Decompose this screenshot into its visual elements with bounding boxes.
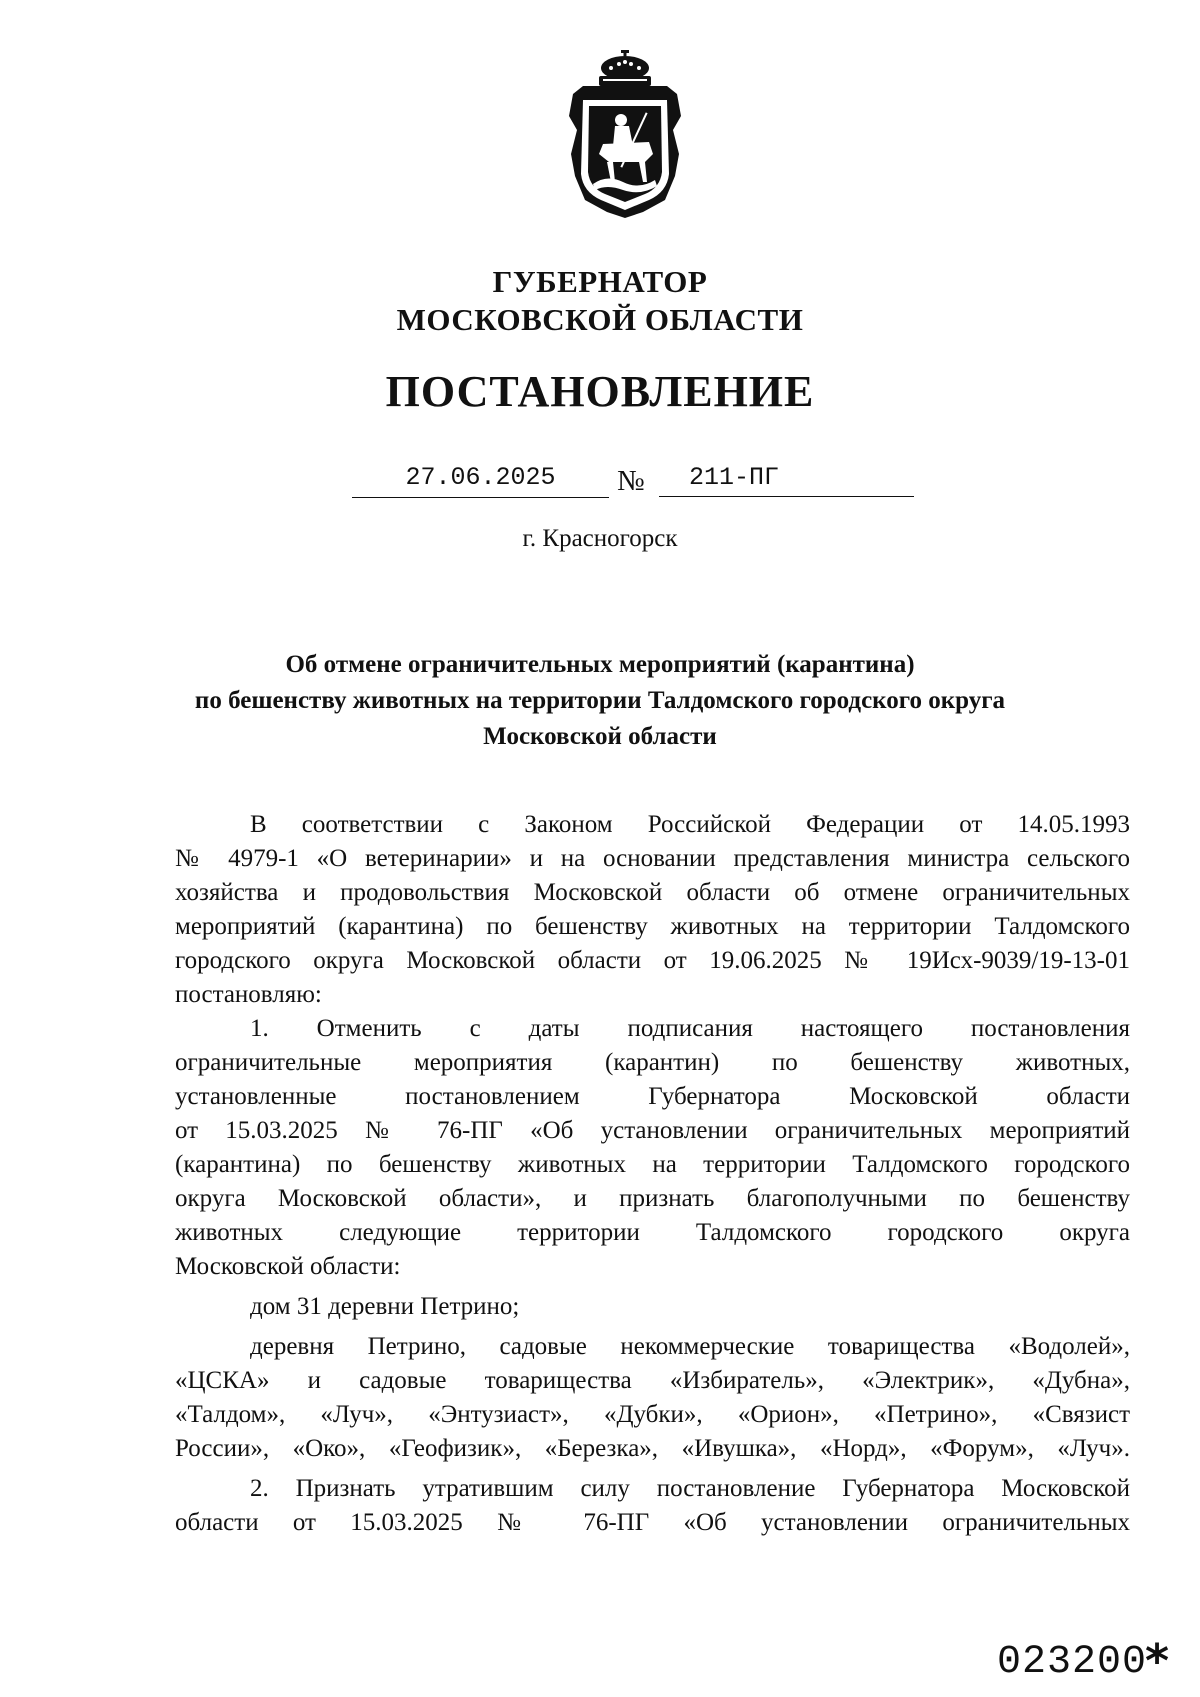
- document-type-heading: ПОСТАНОВЛЕНИЕ: [385, 367, 815, 416]
- body-line: хозяйства и продовольствия Московской области об отмене ограничительных: [175, 879, 1130, 906]
- body-line: установленные постановлением Губернатора Московской области: [175, 1083, 1130, 1110]
- document-date: 27.06.2025: [352, 463, 609, 498]
- body-line: Московской области:: [175, 1253, 401, 1280]
- territory-list-paragraph: [175, 1330, 1130, 1466]
- authority-name-line2: МОСКОВСКОЙ ОБЛАСТИ: [396, 302, 804, 337]
- document-title: [150, 647, 1050, 755]
- number-sign: №: [617, 465, 645, 497]
- body-line: 1. Отменить с даты подписания настоящего постановления: [250, 1015, 1130, 1042]
- coat-of-arms-emblem: [563, 50, 687, 218]
- body-line: от 15.03.2025 № 76-ПГ «Об установлении ограничительных мероприятий: [175, 1117, 1130, 1144]
- title-line: по бешенству животных на территории Талдомского городского округа: [194, 687, 1006, 714]
- body-line: ограничительные мероприятия (карантин) по бешенству животных,: [175, 1049, 1130, 1076]
- title-line: Московской области: [483, 723, 717, 750]
- document-number: 211-ПГ: [659, 463, 914, 497]
- body-line: области от 15.03.2025 № 76-ПГ «Об установлении ограничительных: [175, 1509, 1130, 1536]
- body-line: городского округа Московской области от 19.06.2025 № 19Исх-9039/19-13-01: [175, 947, 1130, 974]
- body-line: «Талдом», «Луч», «Энтузиаст», «Дубки», «Орион», «Петрино», «Связист: [175, 1401, 1130, 1428]
- body-line: России», «Око», «Геофизик», «Березка», «Ивушка», «Норд», «Форум», «Луч».: [175, 1435, 1130, 1462]
- body-line: мероприятий (карантина) по бешенству животных на территории Талдомского: [175, 913, 1130, 940]
- issue-city: г. Красногорск: [522, 525, 678, 552]
- body-line: дом 31 деревни Петрино;: [250, 1293, 520, 1320]
- body-line: «ЦСКА» и садовые товарищества «Избиратель», «Электрик», «Дубна»,: [175, 1367, 1130, 1394]
- body-line: В соответствии с Законом Российской Федерации от 14.05.1993: [250, 811, 1130, 838]
- item-1-paragraph: [175, 1012, 1130, 1284]
- intro-paragraph: [175, 808, 1130, 1012]
- authority-name-line1: ГУБЕРНАТОР: [492, 264, 708, 299]
- body-line: деревня Петрино, садовые некоммерческие товарищества «Водолей»,: [250, 1333, 1130, 1360]
- body-line: животных следующие территории Талдомского городского округа: [175, 1219, 1130, 1246]
- registration-number: 023200: [997, 1640, 1148, 1685]
- item-2-paragraph: [175, 1472, 1130, 1540]
- document-body: [175, 808, 1130, 1540]
- body-line: 2. Признать утратившим силу постановление Губернатора Московской: [250, 1475, 1130, 1502]
- territory-paragraph: [175, 1290, 1130, 1324]
- title-line: Об отмене ограничительных мероприятий (карантина): [285, 651, 915, 678]
- body-line: постановляю:: [175, 981, 322, 1008]
- asterisk-mark: *: [1145, 1634, 1170, 1688]
- body-line: (карантина) по бешенству животных на территории Талдомского городского: [175, 1151, 1130, 1178]
- body-line: № 4979-1 «О ветеринарии» и на основании представления министра сельского: [175, 845, 1130, 872]
- body-line: округа Московской области», и признать благополучными по бешенству: [175, 1185, 1130, 1212]
